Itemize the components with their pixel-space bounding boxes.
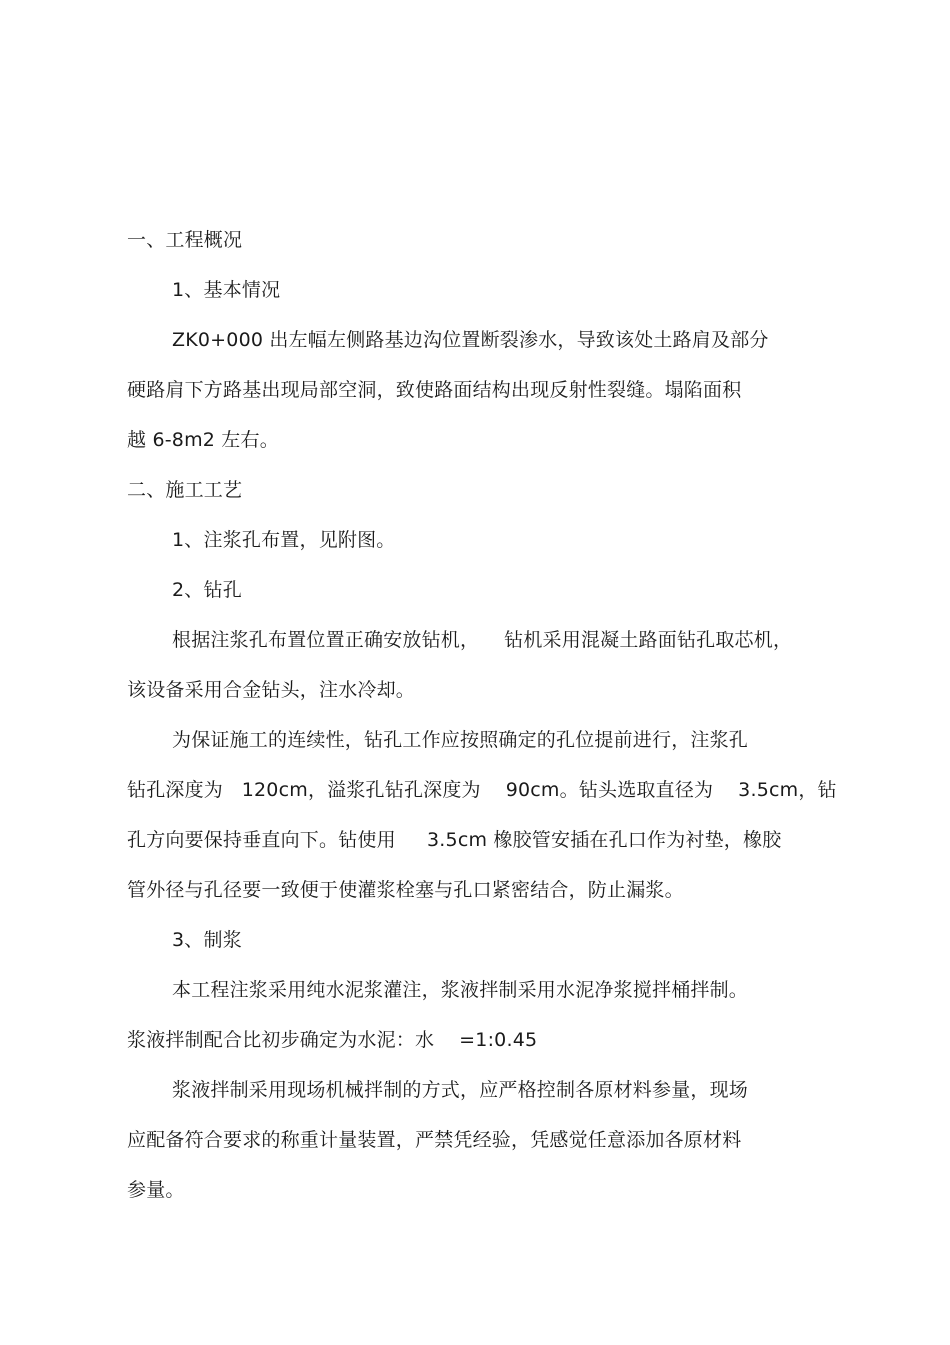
section-heading-construction-process: 二、施工工艺	[127, 479, 243, 501]
paragraph-line: 孔方向要保持垂直向下。钻使用 3.5cm 橡胶管安插在孔口作为衬垫，橡胶	[127, 829, 782, 851]
paragraph-line: 浆液拌制采用现场机械拌制的方式，应严格控制各原材料参量，现场	[172, 1079, 749, 1101]
paragraph-line: 管外径与孔径要一致便于使灌浆栓塞与孔口紧密结合，防止漏浆。	[127, 879, 684, 901]
paragraph-line: 越 6-8m2 左右。	[127, 429, 279, 451]
paragraph-line: 为保证施工的连续性，钻孔工作应按照确定的孔位提前进行，注浆孔	[172, 729, 749, 751]
subsection-heading-grout-hole-layout: 1、注浆孔布置，见附图。	[172, 529, 396, 551]
paragraph-line: 硬路肩下方路基出现局部空洞，致使路面结构出现反射性裂缝。塌陷面积	[127, 379, 742, 401]
subsection-heading-grout-mixing: 3、制浆	[172, 929, 242, 951]
paragraph-line: 本工程注浆采用纯水泥浆灌注，浆液拌制采用水泥净浆搅拌桶拌制。	[172, 979, 749, 1001]
paragraph-line: 参量。	[127, 1179, 185, 1201]
paragraph-line: 根据注浆孔布置位置正确安放钻机， 钻机采用混凝土路面钻孔取芯机，	[172, 629, 793, 651]
paragraph-line: 浆液拌制配合比初步确定为水泥：水 =1:0.45	[127, 1029, 538, 1051]
paragraph-line: ZK0+000 出左幅左侧路基边沟位置断裂渗水，导致该处土路肩及部分	[172, 329, 769, 351]
paragraph-line: 应配备符合要求的称重计量装置，严禁凭经验，凭感觉任意添加各原材料	[127, 1129, 742, 1151]
subsection-heading-basic-situation: 1、基本情况	[172, 279, 281, 301]
paragraph-line: 钻孔深度为 120cm，溢浆孔钻孔深度为 90cm。钻头选取直径为 3.5cm，钻	[127, 779, 837, 801]
subsection-heading-drilling: 2、钻孔	[172, 579, 242, 601]
paragraph-line: 该设备采用合金钻头，注水冷却。	[127, 679, 416, 701]
section-heading-project-overview: 一、工程概况	[127, 229, 243, 251]
